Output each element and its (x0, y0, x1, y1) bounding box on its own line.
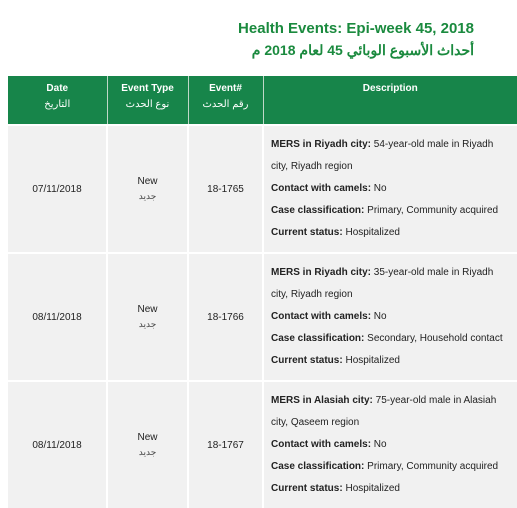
case-classification-label: Case classification: (271, 205, 364, 216)
case-classification-label: Case classification: (271, 333, 364, 344)
current-status-value: Hospitalized (343, 227, 400, 238)
current-status-line (271, 222, 511, 244)
camel-contact-line (271, 306, 511, 328)
column-header-label: Event# (189, 83, 263, 94)
column-header-label-arabic: التاريخ (8, 99, 107, 110)
event-type-cell (107, 253, 188, 381)
column-header-date (8, 76, 107, 125)
camel-contact-line (271, 434, 511, 456)
camel-contact-value: No (371, 439, 387, 450)
table-row (8, 253, 517, 381)
report-title-arabic: أحداث الأسبوع الوبائي 45 لعام 2018 م (0, 40, 474, 60)
current-status-line (271, 478, 511, 500)
column-header-label: Description (264, 83, 517, 94)
column-header-label: Event Type (108, 83, 188, 94)
column-header-label-arabic: نوع الحدث (108, 99, 188, 110)
mers-location-line (271, 390, 511, 434)
case-classification-line (271, 456, 511, 478)
current-status-label: Current status: (271, 355, 343, 366)
case-classification-line (271, 328, 511, 350)
date-cell: 08/11/2018 (8, 381, 107, 508)
health-events-table (8, 76, 517, 508)
case-classification-value: Primary, Community acquired (364, 205, 498, 216)
camel-contact-line (271, 178, 511, 200)
column-header-label-arabic: رقم الحدث (189, 99, 263, 110)
mers-location-label: MERS in Riyadh city: (271, 139, 371, 150)
mers-location-text: 35-year-old male in Riyadh city, Riyadh region (271, 267, 493, 300)
event-type-label-arabic: جديد (108, 191, 187, 202)
camel-contact-label: Contact with camels: (271, 183, 371, 194)
current-status-label: Current status: (271, 483, 343, 494)
description-cell (263, 381, 517, 508)
event-type-cell (107, 381, 188, 508)
description-cell (263, 125, 517, 253)
mers-location-line (271, 134, 511, 178)
camel-contact-value: No (371, 183, 387, 194)
current-status-value: Hospitalized (343, 355, 400, 366)
event-type-label: New (137, 304, 157, 315)
current-status-line (271, 350, 511, 372)
description-cell (263, 253, 517, 381)
event-type-label: New (137, 176, 157, 187)
column-header-description (263, 76, 517, 125)
mers-location-label: MERS in Riyadh city: (271, 267, 371, 278)
event-type-label-arabic: جديد (108, 319, 187, 330)
table-header-row (8, 76, 517, 125)
camel-contact-label: Contact with camels: (271, 439, 371, 450)
event-number-cell: 18-1767 (188, 381, 263, 508)
event-type-cell (107, 125, 188, 253)
event-number-cell: 18-1766 (188, 253, 263, 381)
column-header-event-type (107, 76, 188, 125)
current-status-label: Current status: (271, 227, 343, 238)
report-header (0, 20, 474, 60)
table-row (8, 381, 517, 508)
column-header-event-number (188, 76, 263, 125)
table-row (8, 125, 517, 253)
camel-contact-label: Contact with camels: (271, 311, 371, 322)
report-title-english: Health Events: Epi-week 45, 2018 (0, 20, 474, 38)
case-classification-value: Primary, Community acquired (364, 461, 498, 472)
current-status-value: Hospitalized (343, 483, 400, 494)
date-cell: 07/11/2018 (8, 125, 107, 253)
mers-location-text: 75-year-old male in Alasiah city, Qaseem region (271, 395, 496, 428)
column-header-label: Date (8, 83, 107, 94)
mers-location-line (271, 262, 511, 306)
event-number-cell: 18-1765 (188, 125, 263, 253)
mers-location-label: MERS in Alasiah city: (271, 395, 373, 406)
case-classification-value: Secondary, Household contact (364, 333, 502, 344)
case-classification-label: Case classification: (271, 461, 364, 472)
event-type-label: New (137, 432, 157, 443)
date-cell: 08/11/2018 (8, 253, 107, 381)
case-classification-line (271, 200, 511, 222)
camel-contact-value: No (371, 311, 387, 322)
event-type-label-arabic: جديد (108, 447, 187, 458)
mers-location-text: 54-year-old male in Riyadh city, Riyadh region (271, 139, 493, 172)
